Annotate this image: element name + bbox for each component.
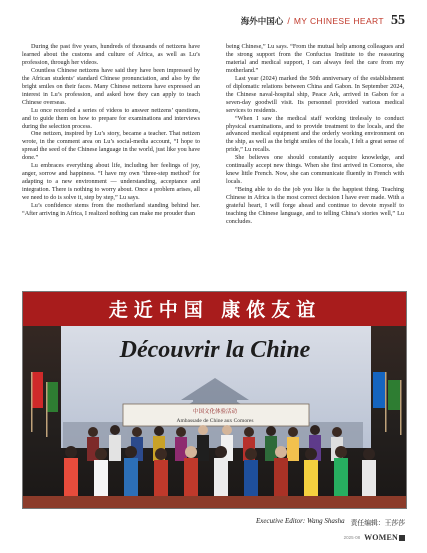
article-column-right (226, 44, 404, 227)
editor-credit-cn: 责任编辑：王莎莎 (350, 519, 405, 527)
stage-floor (23, 496, 407, 509)
page-number: 55 (391, 13, 405, 28)
running-header (241, 12, 405, 30)
magazine-logo: WOMEN (364, 533, 405, 542)
board-french-text: Ambassade de Chine aux Comores (176, 418, 254, 424)
page-footer (344, 533, 405, 542)
logo-mark-icon (399, 535, 405, 541)
board-chinese-text: 中国文化体验活动 (192, 409, 238, 415)
article-paragraph: She believes one should constantly acquire knowledge, and continually accept new things. When she first arrived in Comoros, she knew little French. Now, she can communicate fluently in French with locals. (226, 155, 404, 186)
article-paragraph: Countless Chinese netizens have said they have been impressed by the African students’ standard Chinese pronunciation, and also by the bright smiles on their faces. Many Chinese netizens have expressed an interest in Lu’s profession, and asked how they can apply to teach Chinese overseas. (22, 67, 200, 106)
article-column-left (22, 44, 200, 219)
issue-date: 2025·08 (343, 535, 361, 540)
article-paragraph: Lu’s confidence stems from the motherland standing behind her. “After arriving in Africa, I realized nothing can make me prouder than (22, 203, 200, 218)
article-paragraph: During the past five years, hundreds of thousands of netizens have learned about the customs and culture of Africa, as well as Lu’s profession, through her videos. (22, 44, 200, 66)
editor-credit-en: Executive Editor: Wang Shasha (256, 517, 345, 525)
header-separator: / (287, 16, 290, 26)
executive-editor-credit (256, 517, 405, 527)
article-paragraph: One netizen, inspired by Lu’s story, became a teacher. That netizen wrote, in the comment area on Lu’s social-media account, “I hope to spread the seed of the Chinese language in the world, just like you have done.” (22, 131, 200, 162)
article-paragraph: Lu once recorded a series of videos to answer netizens’ questions, and to guide them on how to prepare for examinations and interviews during the selection process. (22, 107, 200, 130)
banner-chinese-title: 走近中国 康侬友谊 (108, 299, 322, 321)
section-title-en: MY CHINESE HEART (293, 16, 384, 26)
screen-french-title: Découvrir la Chine (119, 337, 311, 363)
section-title-cn: 海外中国心 (240, 17, 284, 27)
article-paragraph: Lu embraces everything about life, including her feelings of joy, anger, sorrow and happiness. “I have my own ‘three-step method’ for adapting to a new environment — understanding, acceptance and integration. There is nothing to worry about. Once a problem arises, all we need to do is solve it, step by step,” Lu says. (22, 163, 200, 202)
article-paragraph: “Being able to do the job you like is the happiest thing. Teaching Chinese in Africa is the most correct decision I have ever made. With a grateful heart, I will forge ahead and continue to devote myself to teaching the Chinese language, and to telling China’s stories well,” Lu concludes. (226, 187, 404, 225)
article-paragraph: being Chinese,” Lu says. “From the mutual help among colleagues and the strong support from the Confucius Institute to the reassuring material and medical support, I can always feel the care from my motherland.” (226, 44, 404, 74)
event-group-photo (22, 291, 407, 509)
article-paragraph: Last year (2024) marked the 50th anniversary of the establishment of diplomatic relations between China and Gabon. In September 2024, the Chinese naval-hospital ship, Peace Ark, arrived in Gabon for a seven-day goodwill visit. Its personnel provided various medical services to residents. (226, 75, 404, 114)
article-paragraph: “When I saw the medical staff working tirelessly to conduct physical examinations, and to provide treatment to the locals, and the advanced medical equipment and the orderly working environment on the ship, as well as the bright smiles of the locals, I felt a great sense of pride,” Lu recalls. (226, 115, 404, 154)
